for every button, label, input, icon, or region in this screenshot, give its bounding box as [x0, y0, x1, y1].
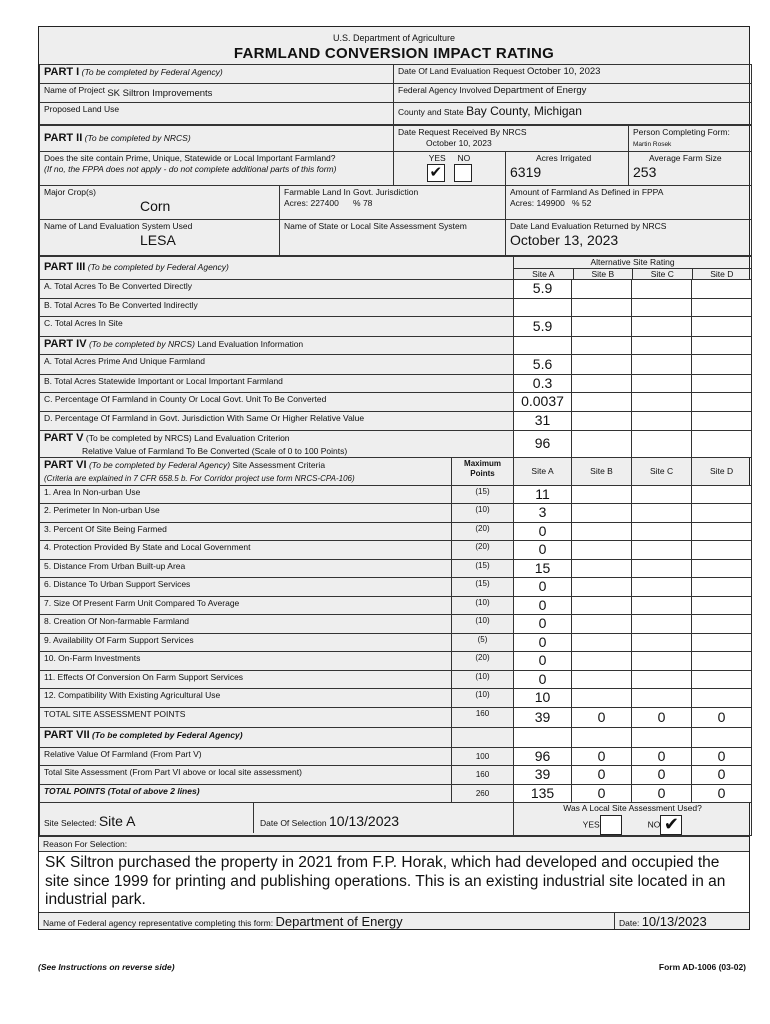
signoff-row	[39, 912, 749, 929]
criterion-label: 2. Perimeter In Non-urban Use	[40, 504, 452, 523]
part6-row	[40, 652, 752, 671]
part6-site-c-header: Site C	[632, 458, 692, 486]
criterion-max: (20)	[452, 652, 514, 671]
criterion-site-b[interactable]	[572, 504, 632, 523]
total-site-assessment-max: 160	[452, 707, 514, 727]
part4-c-site-a[interactable]: 0.0037	[514, 393, 572, 412]
part6-criteria-rows	[40, 485, 752, 707]
criterion-site-d[interactable]	[692, 578, 752, 597]
form-header	[39, 27, 749, 64]
part4-row-d: D. Percentage Of Farmland in Govt. Jurisdiction With Same Or Higher Relative Value	[40, 411, 514, 430]
person-completing-field[interactable]: Person Completing Form: Martin Rosek	[629, 126, 752, 152]
part4-c-site-d[interactable]	[692, 393, 752, 412]
county-state-field[interactable]: County and State Bay County, Michigan	[394, 103, 752, 125]
part3-heading: PART III (To be completed by Federal Agency)	[40, 257, 514, 280]
part4-c-site-c[interactable]	[632, 393, 692, 412]
criterion-site-a[interactable]: 0	[514, 670, 572, 689]
part4-head-c	[632, 336, 692, 354]
part4-d-site-c[interactable]	[632, 411, 692, 430]
criterion-site-b[interactable]	[572, 633, 632, 652]
part3-a-site-b[interactable]	[572, 280, 632, 299]
part7-label: Total Site Assessment (From Part VI above or local site assessment)	[40, 766, 452, 785]
part6-row	[40, 522, 752, 541]
part7-label: Relative Value Of Farmland (From Part V)	[40, 747, 452, 766]
yes-checkbox[interactable]: ✔	[427, 164, 445, 182]
form-number: Form AD-1006 (03-02)	[658, 962, 746, 972]
part4-heading: PART IV (To be completed by NRCS) Land Evaluation Information	[40, 336, 514, 354]
part6-row	[40, 485, 752, 504]
part6-row	[40, 504, 752, 523]
part2-table	[39, 125, 752, 256]
part3-a-site-a[interactable]: 5.9	[514, 280, 572, 299]
part7-head-b	[572, 727, 632, 747]
ratings-table	[39, 256, 752, 836]
criterion-max: (20)	[452, 541, 514, 560]
part3-row-a: A. Total Acres To Be Converted Directly	[40, 280, 514, 299]
criterion-site-d[interactable]	[692, 670, 752, 689]
part6-row	[40, 615, 752, 634]
criterion-site-d[interactable]	[692, 689, 752, 708]
criterion-site-c[interactable]	[632, 596, 692, 615]
criterion-site-c[interactable]	[632, 522, 692, 541]
part5-site-b[interactable]	[572, 430, 632, 457]
farmland-question: Does the site contain Prime, Unique, Statewide or Local Important Farmland? (If no, the FPPA does not apply - do not complete additional parts of this form)	[40, 152, 394, 186]
criterion-max: (15)	[452, 559, 514, 578]
criterion-site-d[interactable]	[692, 559, 752, 578]
part7-max: 100	[452, 747, 514, 766]
project-name-field[interactable]: Name of Project SK Siltron Improvements	[40, 84, 394, 103]
criterion-max: (15)	[452, 485, 514, 504]
criterion-label: 5. Distance From Urban Built-up Area	[40, 559, 452, 578]
part7-head-c	[632, 727, 692, 747]
part3-row-c: C. Total Acres In Site	[40, 316, 514, 336]
part7-site-d[interactable]: 0	[692, 766, 752, 785]
criterion-site-d[interactable]	[692, 485, 752, 504]
part6-row	[40, 670, 752, 689]
criterion-site-c[interactable]	[632, 652, 692, 671]
criterion-site-a[interactable]: 0	[514, 596, 572, 615]
criterion-max: (5)	[452, 633, 514, 652]
major-crops-field[interactable]: Major Crop(s) Corn	[40, 186, 280, 220]
criterion-site-a[interactable]: 0	[514, 541, 572, 560]
part7-row	[40, 784, 752, 803]
part7-site-a[interactable]: 39	[514, 766, 572, 785]
part7-site-b[interactable]: 0	[572, 784, 632, 803]
part7-site-c[interactable]: 0	[632, 747, 692, 766]
average-farm-size-field[interactable]: Average Farm Size 253	[629, 152, 752, 186]
part7-row	[40, 766, 752, 785]
criterion-max: (10)	[452, 670, 514, 689]
criterion-site-c[interactable]	[632, 578, 692, 597]
criterion-site-a[interactable]: 0	[514, 633, 572, 652]
criterion-max: (10)	[452, 596, 514, 615]
criterion-label: 10. On-Farm Investments	[40, 652, 452, 671]
part6-row	[40, 541, 752, 560]
reason-label: Reason For Selection:	[39, 837, 749, 852]
farmable-land-field[interactable]: Farmable Land In Govt. Jurisdiction Acres: 227400 % 78	[280, 186, 506, 220]
criterion-site-a[interactable]: 0	[514, 652, 572, 671]
criterion-site-b[interactable]	[572, 615, 632, 634]
part4-a-site-c[interactable]	[632, 354, 692, 374]
part4-d-site-d[interactable]	[692, 411, 752, 430]
criterion-site-c[interactable]	[632, 633, 692, 652]
criterion-site-a[interactable]: 0	[514, 578, 572, 597]
part7-heading: PART VII (To be completed by Federal Agency)	[40, 727, 452, 747]
criterion-site-c[interactable]	[632, 689, 692, 708]
total-site-assessment-label: TOTAL SITE ASSESSMENT POINTS	[40, 707, 452, 727]
criterion-site-d[interactable]	[692, 522, 752, 541]
reason-text[interactable]: SK Siltron purchased the property in 2021 from F.P. Horak, which had developed and occupied the site since 1999 for printing and publishing operations. This is an existing industrial site located in an industrial park.	[39, 852, 749, 912]
part1-table	[39, 64, 752, 125]
criterion-max: (10)	[452, 504, 514, 523]
date-returned-field[interactable]: Date Land Evaluation Returned by NRCS October 13, 2023	[506, 220, 752, 256]
part6-row	[40, 689, 752, 708]
criterion-max: (10)	[452, 615, 514, 634]
criterion-site-a[interactable]: 3	[514, 504, 572, 523]
date-received-field[interactable]: Date Request Received By NRCS October 10, 2023	[394, 126, 629, 152]
part4-a-site-a[interactable]: 5.6	[514, 354, 572, 374]
signoff-date-field[interactable]: Date: 10/13/2023	[619, 913, 707, 929]
part6-site-b-header: Site B	[572, 458, 632, 486]
part3-a-site-d[interactable]	[692, 280, 752, 299]
part7-site-b[interactable]: 0	[572, 766, 632, 785]
site-assessment-system-field[interactable]: Name of State or Local Site Assessment System	[280, 220, 506, 256]
part4-row-b: B. Total Acres Statewide Important or Local Important Farmland	[40, 374, 514, 393]
part7-site-b[interactable]: 0	[572, 747, 632, 766]
part4-d-site-b[interactable]	[572, 411, 632, 430]
criterion-site-b[interactable]	[572, 541, 632, 560]
part6-site-a-header: Site A	[514, 458, 572, 486]
criterion-max: (20)	[452, 522, 514, 541]
criterion-site-c[interactable]	[632, 504, 692, 523]
part3-c-site-c[interactable]	[632, 316, 692, 336]
criterion-site-a[interactable]: 15	[514, 559, 572, 578]
proposed-land-use-field[interactable]: Proposed Land Use	[40, 103, 394, 125]
part4-c-site-b[interactable]	[572, 393, 632, 412]
part3-b-site-b[interactable]	[572, 298, 632, 316]
criterion-site-b[interactable]	[572, 559, 632, 578]
max-points-header: Maximum Points	[452, 458, 514, 486]
part4-b-site-a[interactable]: 0.3	[514, 374, 572, 393]
criterion-label: 6. Distance To Urban Support Services	[40, 578, 452, 597]
criterion-label: 8. Creation Of Non-farmable Farmland	[40, 615, 452, 634]
criterion-label: 11. Effects Of Conversion On Farm Support Services	[40, 670, 452, 689]
part3-row-b: B. Total Acres To Be Converted Indirectly	[40, 298, 514, 316]
total-site-b[interactable]: 0	[572, 707, 632, 727]
criterion-site-a[interactable]: 0	[514, 615, 572, 634]
part7-rows	[40, 747, 752, 803]
criterion-site-b[interactable]	[572, 652, 632, 671]
instructions-note: (See Instructions on reverse side)	[38, 962, 175, 972]
criterion-site-a[interactable]: 11	[514, 485, 572, 504]
land-evaluation-system-field[interactable]: Name of Land Evaluation System Used LESA	[40, 220, 280, 256]
criterion-site-c[interactable]	[632, 485, 692, 504]
part4-a-site-d[interactable]	[692, 354, 752, 374]
part6-site-d-header: Site D	[692, 458, 752, 486]
part4-d-site-a[interactable]: 31	[514, 411, 572, 430]
part4-b-site-b[interactable]	[572, 374, 632, 393]
part4-row-a: A. Total Acres Prime And Unique Farmland	[40, 354, 514, 374]
part7-row	[40, 747, 752, 766]
part3-b-site-d[interactable]	[692, 298, 752, 316]
part7-site-a[interactable]: 96	[514, 747, 572, 766]
farmland-conversion-form	[38, 26, 750, 930]
part6-row	[40, 578, 752, 597]
date-of-selection-field[interactable]: Date Of Selection 10/13/2023	[260, 813, 400, 830]
fppa-farmland-field[interactable]: Amount of Farmland As Defined in FPPA Acres: 149900 % 52	[506, 186, 752, 220]
part5-site-c[interactable]	[632, 430, 692, 457]
part3-c-site-b[interactable]	[572, 316, 632, 336]
part7-site-d[interactable]: 0	[692, 784, 752, 803]
criterion-site-c[interactable]	[632, 541, 692, 560]
criterion-site-b[interactable]	[572, 670, 632, 689]
criterion-site-d[interactable]	[692, 504, 752, 523]
part3-b-site-a[interactable]	[514, 298, 572, 316]
site-selected-field[interactable]: Site Selected: Site A	[40, 803, 254, 833]
part7-max: 260	[452, 784, 514, 803]
criterion-site-d[interactable]	[692, 615, 752, 634]
yes-no-checkboxes: YES NO ✔	[394, 152, 506, 186]
local-assessment-question: Was A Local Site Assessment Used? YES NO ✔	[514, 803, 752, 836]
part7-site-d[interactable]: 0	[692, 747, 752, 766]
part4-row-c: C. Percentage Of Farmland in County Or Local Govt. Unit To Be Converted	[40, 393, 514, 412]
part4-head-a	[514, 336, 572, 354]
no-checkbox[interactable]	[454, 164, 472, 182]
criterion-site-a[interactable]: 0	[514, 522, 572, 541]
part3-b-site-c[interactable]	[632, 298, 692, 316]
part7-site-a[interactable]: 135	[514, 784, 572, 803]
criterion-site-c[interactable]	[632, 615, 692, 634]
reason-section	[39, 836, 749, 912]
part7-site-c[interactable]: 0	[632, 784, 692, 803]
form-title: FARMLAND CONVERSION IMPACT RATING	[233, 45, 555, 62]
selection-row	[40, 803, 514, 836]
criterion-site-d[interactable]	[692, 541, 752, 560]
criterion-site-b[interactable]	[572, 485, 632, 504]
local-yes-checkbox[interactable]	[600, 815, 622, 835]
part5-heading: PART V (To be completed by NRCS) Land Evaluation Criterion Relative Value of Farmland To Be Converted (Scale of 0 to 100 Points)	[40, 430, 514, 457]
request-date-field[interactable]: Date Of Land Evaluation Request October 10, 2023	[394, 65, 752, 84]
part7-head-a	[514, 727, 572, 747]
criterion-max: (10)	[452, 689, 514, 708]
alt-site-rating-header: Alternative Site Rating Site A Site B Site C Site D	[514, 257, 752, 280]
criterion-label: 7. Size Of Present Farm Unit Compared To Average	[40, 596, 452, 615]
criterion-site-d[interactable]	[692, 633, 752, 652]
criterion-label: 3. Percent Of Site Being Farmed	[40, 522, 452, 541]
part3-a-site-c[interactable]	[632, 280, 692, 299]
part7-label: TOTAL POINTS (Total of above 2 lines)	[40, 784, 452, 803]
part5-site-d[interactable]	[692, 430, 752, 457]
criterion-site-c[interactable]	[632, 559, 692, 578]
part4-head-d	[692, 336, 752, 354]
part1-heading: PART I (To be completed by Federal Agency)	[40, 65, 394, 84]
acres-irrigated-field[interactable]: Acres Irrigated 6319	[506, 152, 629, 186]
criterion-label: 1. Area In Non-urban Use	[40, 485, 452, 504]
criterion-max: (15)	[452, 578, 514, 597]
federal-agency-field[interactable]: Federal Agency Involved Department of Energy	[394, 84, 752, 103]
part3-c-site-d[interactable]	[692, 316, 752, 336]
part4-b-site-d[interactable]	[692, 374, 752, 393]
department-name: U.S. Department of Agriculture	[332, 33, 456, 43]
part5-site-a[interactable]: 96	[514, 430, 572, 457]
local-no-checkbox[interactable]: ✔	[660, 815, 682, 835]
part4-a-site-b[interactable]	[572, 354, 632, 374]
part3-c-site-a[interactable]: 5.9	[514, 316, 572, 336]
criterion-site-b[interactable]	[572, 522, 632, 541]
criterion-site-b[interactable]	[572, 578, 632, 597]
part7-head-max	[452, 727, 514, 747]
part7-site-c[interactable]: 0	[632, 766, 692, 785]
criterion-label: 12. Compatibility With Existing Agricultural Use	[40, 689, 452, 708]
criterion-site-c[interactable]	[632, 670, 692, 689]
criterion-site-b[interactable]	[572, 689, 632, 708]
total-site-c[interactable]: 0	[632, 707, 692, 727]
criterion-label: 4. Protection Provided By State and Local Government	[40, 541, 452, 560]
form-footer	[38, 962, 750, 972]
representative-field[interactable]: Name of Federal agency representative completing this form: Department of Energy	[39, 913, 615, 929]
criterion-site-d[interactable]	[692, 596, 752, 615]
part7-max: 160	[452, 766, 514, 785]
criterion-site-b[interactable]	[572, 596, 632, 615]
part2-heading: PART II (To be completed by NRCS)	[40, 126, 394, 152]
part6-row	[40, 596, 752, 615]
part7-head-d	[692, 727, 752, 747]
part4-head-b	[572, 336, 632, 354]
criterion-site-a[interactable]: 10	[514, 689, 572, 708]
part4-b-site-c[interactable]	[632, 374, 692, 393]
part6-row	[40, 559, 752, 578]
part6-heading: PART VI (To be completed by Federal Agency) Site Assessment Criteria (Criteria are explained in 7 CFR 658.5 b. For Corridor project use form NRCS-CPA-106)	[40, 458, 452, 486]
total-site-a[interactable]: 39	[514, 707, 572, 727]
criterion-label: 9. Availability Of Farm Support Services	[40, 633, 452, 652]
criterion-site-d[interactable]	[692, 652, 752, 671]
part6-row	[40, 633, 752, 652]
total-site-d[interactable]: 0	[692, 707, 752, 727]
